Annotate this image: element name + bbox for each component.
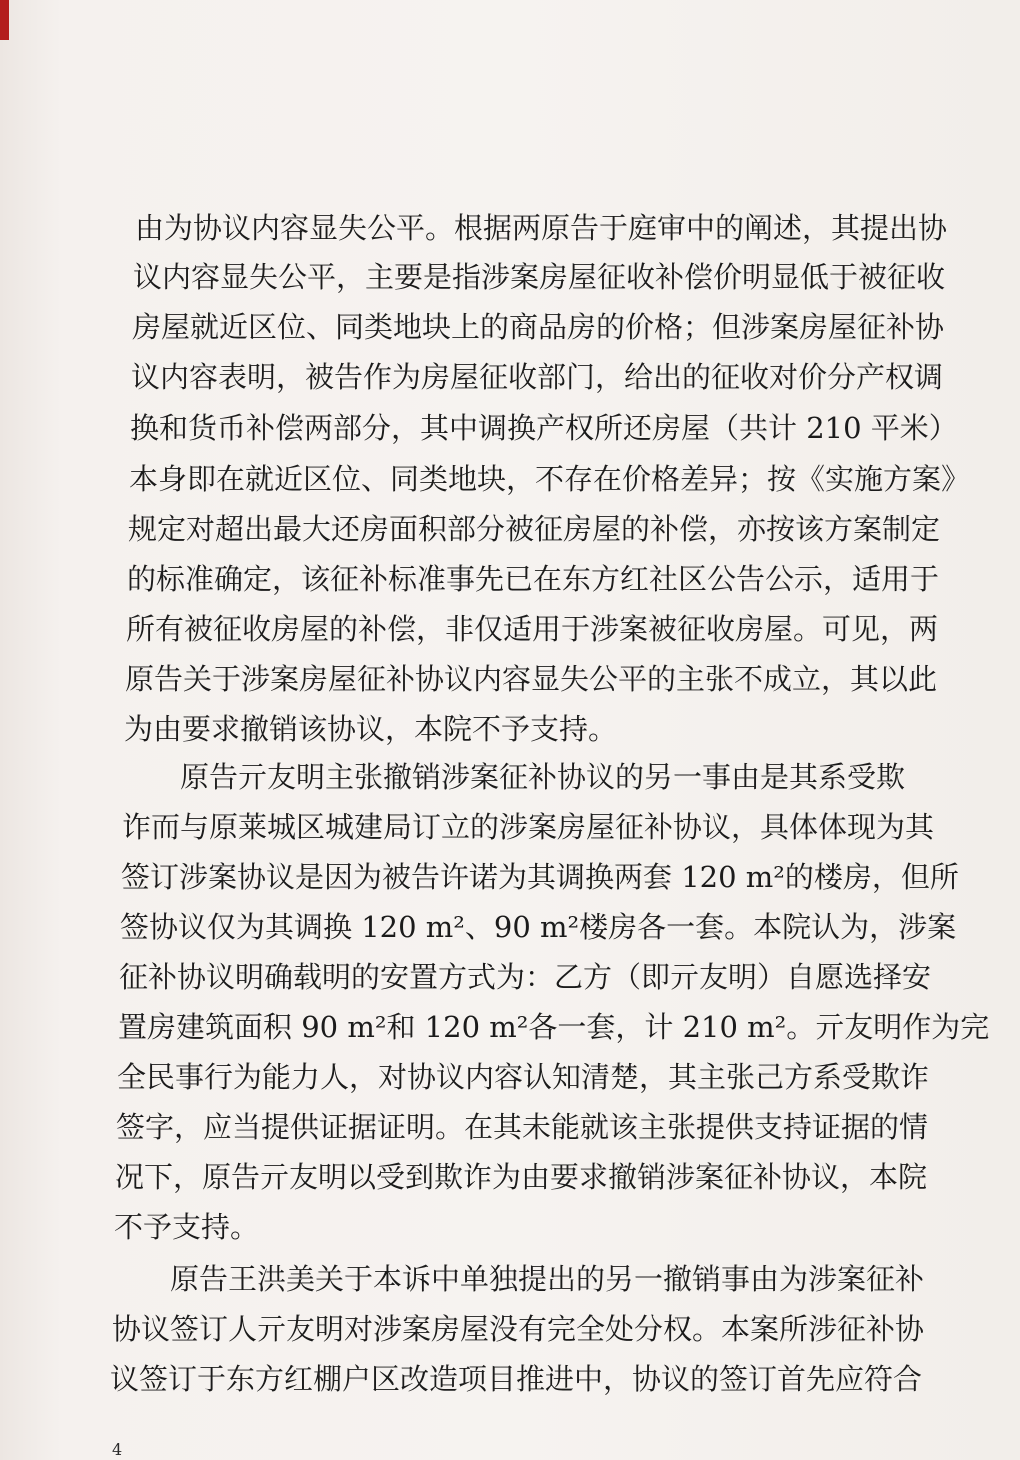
text-line: 不予支持。 bbox=[114, 1210, 260, 1244]
text-line: 换和货币补偿两部分，其中调换产权所还房屋（共计 210 平米） bbox=[130, 411, 958, 445]
text-line: 签订涉案协议是因为被告许诺为其调换两套 120 m²的楼房，但所 bbox=[121, 860, 959, 894]
page-number: 4 bbox=[112, 1440, 123, 1459]
text-line: 置房建筑面积 90 m²和 120 m²各一套，计 210 m²。亓友明作为完 bbox=[118, 1010, 990, 1044]
text-line: 为由要求撤销该协议，本院不予支持。 bbox=[124, 712, 618, 746]
text-line: 协议签订人亓友明对涉案房屋没有完全处分权。本案所涉征补协 bbox=[112, 1312, 925, 1346]
text-line: 本身即在就近区位、同类地块，不存在价格差异；按《实施方案》 bbox=[129, 462, 971, 496]
text-line: 签协议仅为其调换 120 m²、90 m²楼房各一套。本院认为，涉案 bbox=[120, 910, 957, 944]
text-line: 原告王洪美关于本诉中单独提出的另一撤销事由为涉案征补 bbox=[170, 1262, 925, 1296]
text-line: 所有被征收房屋的补偿，非仅适用于涉案被征收房屋。可见，两 bbox=[126, 612, 939, 646]
text-line: 原告关于涉案房屋征补协议内容显失公平的主张不成立，其以此 bbox=[125, 662, 938, 696]
text-line: 议内容表明，被告作为房屋征收部门，给出的征收对价分产权调 bbox=[131, 360, 944, 394]
text-line: 签字，应当提供证据证明。在其未能就该主张提供支持证据的情 bbox=[116, 1110, 929, 1144]
text-line: 全民事行为能力人，对协议内容认知清楚，其主张己方系受欺诈 bbox=[117, 1060, 930, 1094]
text-line: 议签订于东方红棚户区改造项目推进中，协议的签订首先应符合 bbox=[110, 1362, 923, 1396]
text-line: 原告亓友明主张撤销涉案征补协议的另一事由是其系受欺 bbox=[180, 760, 906, 794]
text-line: 规定对超出最大还房面积部分被征房屋的补偿，亦按该方案制定 bbox=[128, 512, 941, 546]
text-line: 房屋就近区位、同类地块上的商品房的价格；但涉案房屋征补协 bbox=[132, 310, 945, 344]
text-line: 征补协议明确载明的安置方式为：乙方（即亓友明）自愿选择安 bbox=[119, 960, 932, 994]
text-line: 议内容显失公平，主要是指涉案房屋征收补偿价明显低于被征收 bbox=[133, 260, 946, 294]
text-line: 诈而与原莱城区城建局订立的涉案房屋征补协议，具体体现为其 bbox=[122, 810, 935, 844]
binding-edge-mark bbox=[0, 0, 9, 40]
text-line: 况下，原告亓友明以受到欺诈为由要求撤销涉案征补协议，本院 bbox=[115, 1160, 928, 1194]
text-line: 的标准确定，该征补标准事先已在东方红社区公告公示，适用于 bbox=[127, 562, 940, 596]
text-line: 由为协议内容显失公平。根据两原告于庭审中的阐述，其提出协 bbox=[135, 211, 948, 245]
